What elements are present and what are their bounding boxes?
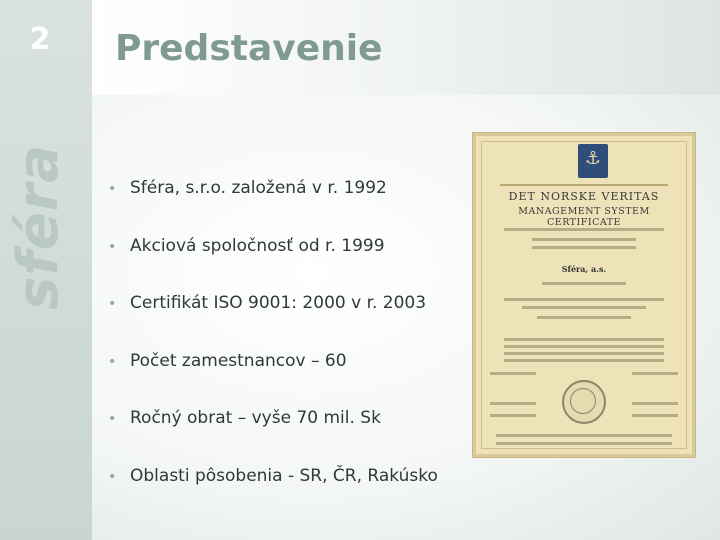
fine-print — [632, 402, 678, 405]
divider — [500, 184, 668, 186]
brand-watermark: sféra — [6, 143, 71, 310]
left-sidebar — [0, 0, 92, 540]
list-item — [108, 408, 438, 466]
certificate-image — [472, 132, 696, 458]
fine-print — [504, 359, 664, 362]
list-item-text: Sféra, s.r.o. založená v r. 1992 — [130, 178, 387, 198]
list-item — [108, 236, 438, 294]
list-item — [108, 178, 438, 236]
fine-print — [490, 414, 536, 417]
bullet-icon: • — [108, 353, 117, 370]
fine-print — [537, 316, 631, 319]
anchor-icon: ⚓ — [584, 148, 602, 169]
dnv-logo-icon — [578, 144, 608, 178]
list-item-text: Certifikát ISO 9001: 2000 v r. 2003 — [130, 293, 427, 313]
fine-print — [496, 434, 672, 437]
list-item-text: Ročný obrat – vyše 70 mil. Sk — [130, 408, 381, 428]
fine-print — [522, 306, 646, 309]
list-item-text: Počet zamestnancov – 60 — [130, 350, 347, 371]
list-item-text: Akciová spoločnosť od r. 1999 — [130, 235, 385, 256]
fine-print — [504, 338, 664, 341]
fine-print — [532, 238, 636, 241]
list-item-text: Oblasti pôsobenia - SR, ČR, Rakúsko — [130, 465, 438, 486]
fine-print — [632, 372, 678, 375]
fine-print — [542, 282, 626, 285]
bullet-icon: • — [108, 468, 117, 485]
certificate-company: Sféra, a.s. — [561, 264, 607, 274]
list-item — [108, 466, 438, 524]
bullet-icon: • — [108, 238, 117, 255]
fine-print — [532, 246, 636, 249]
certificate-border — [481, 141, 687, 449]
slide-number: 2 — [29, 22, 51, 57]
fine-print — [504, 345, 664, 348]
fine-print — [496, 442, 672, 445]
certificate-title-line2: MANAGEMENT SYSTEM CERTIFICATE — [518, 206, 650, 228]
fine-print — [632, 414, 678, 417]
fine-print — [490, 372, 536, 375]
bullet-list — [108, 178, 438, 523]
fine-print — [504, 298, 664, 301]
certificate-seal-icon — [562, 380, 606, 424]
fine-print — [504, 228, 664, 231]
list-item — [108, 351, 438, 409]
bullet-icon: • — [108, 181, 117, 197]
certificate-title-line1: DET NORSKE VERITAS — [508, 190, 660, 203]
bullet-icon: • — [108, 411, 117, 427]
list-item — [108, 293, 438, 351]
bullet-icon: • — [108, 296, 117, 312]
fine-print — [504, 352, 664, 355]
fine-print — [490, 402, 536, 405]
page-title: Predstavenie — [115, 28, 383, 69]
